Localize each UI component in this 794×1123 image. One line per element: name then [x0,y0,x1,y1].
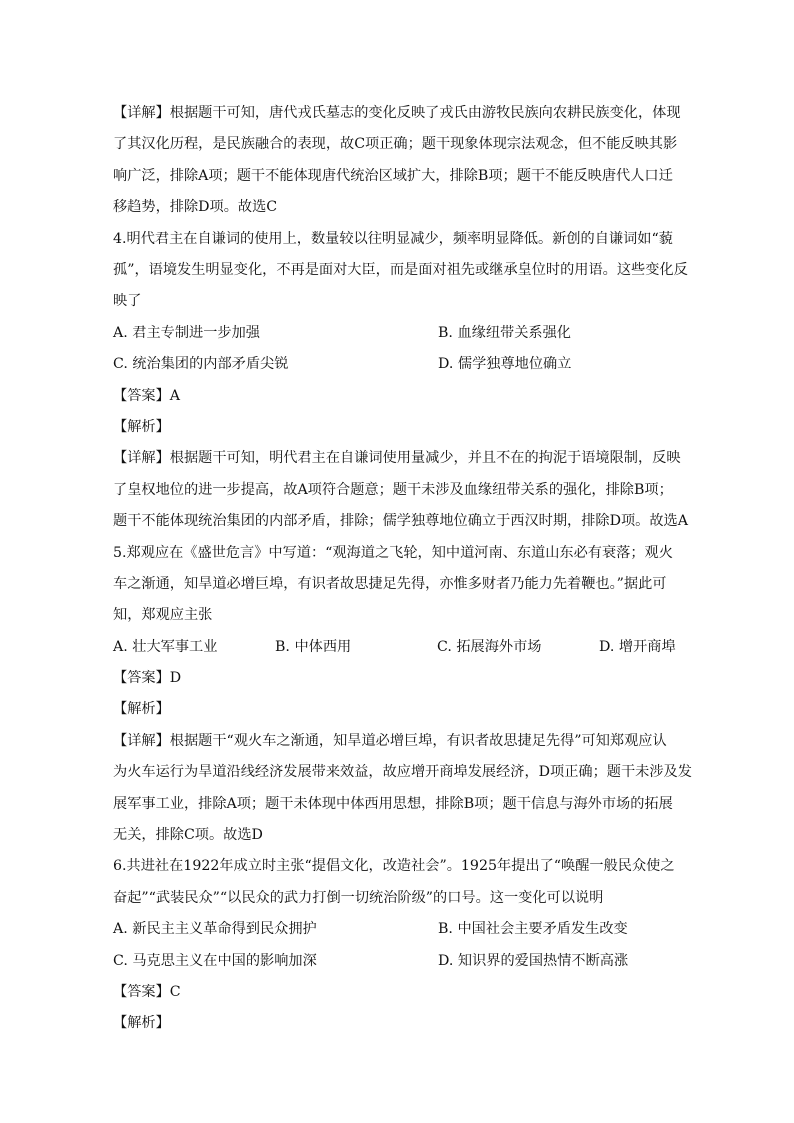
q5-option-b: B. 中体西用 [275,638,352,655]
q6-option-a: A. 新民主主义革命得到民众拥护 [113,921,317,938]
detail-tag: 【详解】 [113,732,170,749]
q4-stem-line-1: 4.明代君主在自谦词的使用上，数量较以往明显减少，频率明显降低。新创的自谦词如“藐 [113,230,673,247]
q4-detail-line-2: 了皇权地位的进一步提高，故A项符合题意；题干未涉及血缘纽带关系的强化，排除B项； [113,481,673,498]
q4-stem-line-3: 映了 [113,293,142,310]
q5-answer: 【答案】D [113,670,182,687]
question-5 [113,538,692,852]
q6-option-b: B. 中国社会主要矛盾发生改变 [438,921,628,938]
question-6 [113,851,685,1039]
q6-options [113,914,685,977]
q5-detail-line-4: 无关，排除C项。故选D [113,827,263,844]
q5-stem-line-3: 知，郑观应主张 [113,607,213,624]
q4-detail-line-1: 【详解】根据题干可知，明代君主在自谦词使用量减少，并且不在的拘泥于语境限制，反映 [113,450,681,467]
q5-analysis-heading: 【解析】 [113,701,170,718]
q6-stem-line-1: 6.共进社在1922年成立时主张“提倡文化，改造社会”。1925年提出了“唤醒一般民众使之 [113,858,675,875]
q5-detail-line-2: 为火车运行为旱道沿线经济发展带来效益，故应增开商埠发展经济，D项正确；题干未涉及发 [113,764,692,781]
q3-detail-line-3: 响广泛，排除A项；题干不能体现唐代统治区域扩大，排除B项；题干不能反映唐代人口迁 [113,167,673,184]
question-4 [113,224,688,538]
q5-detail-line-3: 展军事工业，排除A项；题干未体现中体西用思想，排除B项；题干信息与海外市场的拓展 [113,795,673,812]
q6-option-c: C. 马克思主义在中国的影响加深 [113,952,317,969]
q4-answer: 【答案】A [113,387,180,404]
q6-analysis-heading: 【解析】 [113,1015,170,1032]
q4-option-b: B. 血缘纽带关系强化 [438,324,571,341]
detail-tag: 【详解】 [113,450,170,467]
q4-option-a: A. 君主专制进一步加强 [113,324,260,341]
q4-options [113,318,685,381]
q4-option-d: D. 儒学独尊地位确立 [438,356,572,373]
q3-detail-line-2: 了其汉化历程，是民族融合的表现，故C项正确；题干现象体现宗法观念，但不能反映其影 [113,136,678,153]
q6-stem-line-2: 奋起”“武装民众”“以民众的武力打倒一切统治阶级”的口号。这一变化可以说明 [113,889,604,906]
q5-stem-line-1: 5.郑观应在《盛世危言》中写道：“观海道之飞轮，知中道河南、东道山东必有衰落；观火 [113,544,673,561]
q5-option-d: D. 增开商埠 [599,638,676,655]
q6-option-d: D. 知识界的爱国热情不断高涨 [438,952,629,969]
q3-detail [113,98,685,224]
q4-option-c: C. 统治集团的内部矛盾尖锐 [113,356,289,373]
q5-detail-line-1: 【详解】根据题干“观火车之渐通，知旱道必增巨埠，有识者故思捷足先得”可知郑观应认 [113,732,667,749]
q6-answer: 【答案】C [113,984,181,1001]
q3-detail-line-4: 移趋势，排除D项。故选C [113,199,278,216]
q4-stem-line-2: 孤”，语境发生明显变化，不再是面对大臣，而是面对祖先或继承皇位时的用语。这些变化反 [113,261,688,278]
q5-stem-line-2: 车之渐通，知旱道必增巨埠，有识者故思捷足先得，亦惟多财者乃能力先着鞭也。”据此可 [113,575,667,592]
q4-analysis-heading: 【解析】 [113,418,170,435]
q5-options [113,632,685,663]
q5-option-a: A. 壮大军事工业 [113,638,218,655]
document-page [113,98,692,1040]
q5-option-c: C. 拓展海外市场 [437,638,542,655]
q3-detail-line-1: 【详解】根据题干可知，唐代戎氏墓志的变化反映了戎氏由游牧民族向农耕民族变化，体现 [113,105,681,121]
q4-detail-line-3: 题干不能体现统治集团的内部矛盾，排除；儒学独尊地位确立于西汉时期，排除D项。故选A [113,513,688,530]
detail-tag: 【详解】 [113,105,170,121]
